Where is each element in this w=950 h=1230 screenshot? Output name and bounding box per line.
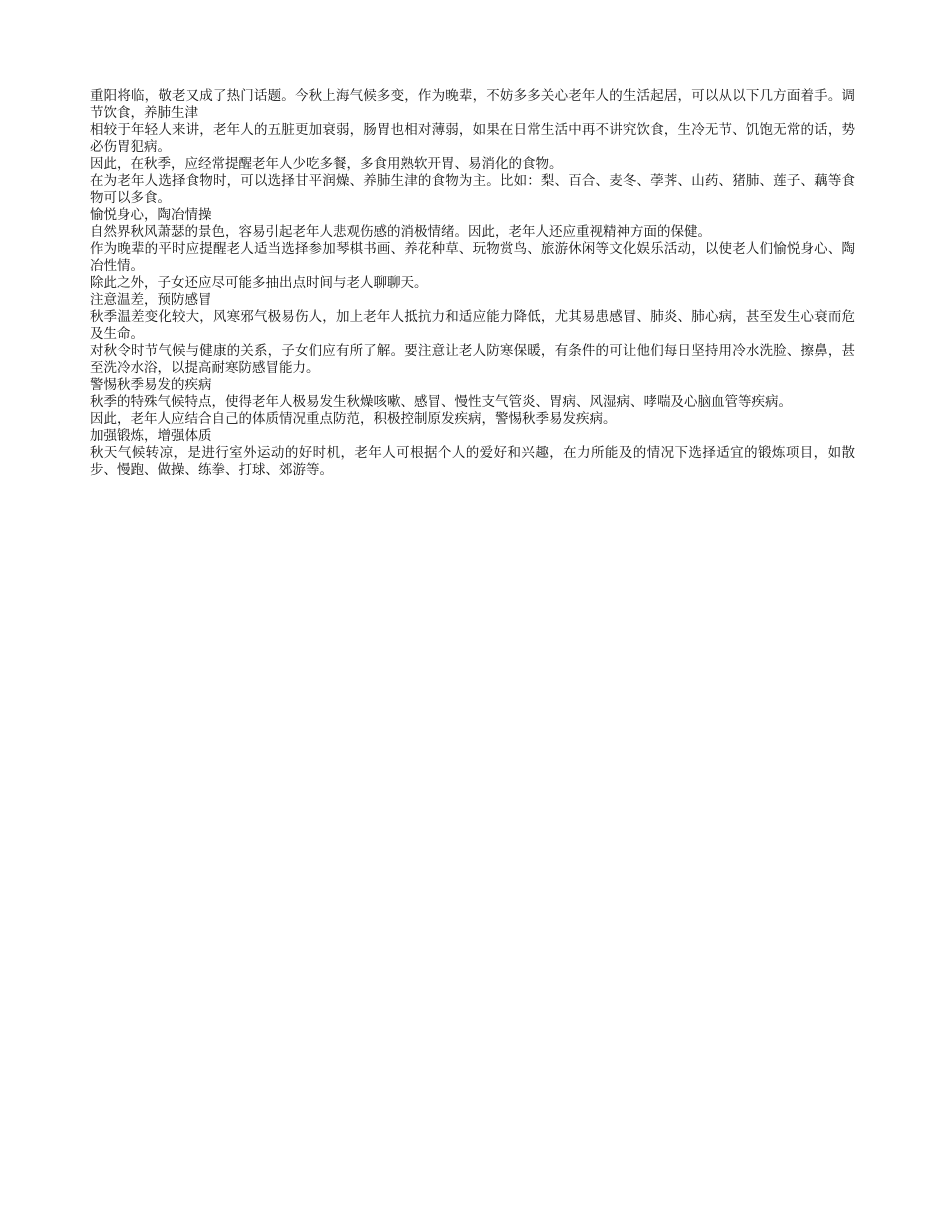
paragraph: 对秋令时节气候与健康的关系，子女们应有所了解。要注意让老人防寒保暖，有条件的可让他们每日坚持用冷水洗脸、擦鼻，甚至洗冷水浴，以提高耐寒防感冒能力。 xyxy=(90,343,855,376)
paragraph-intro: 重阳将临，敬老又成了热门话题。今秋上海气候多变，作为晚辈，不妨多多关心老年人的生活起居，可以从以下几方面着手。调节饮食，养肺生津 xyxy=(90,88,855,121)
paragraph: 相较于年轻人来讲，老年人的五脏更加衰弱，肠胃也相对薄弱，如果在日常生活中再不讲究饮食，生冷无节、饥饱无常的话，势必伤胃犯病。 xyxy=(90,122,855,155)
paragraph: 在为老年人选择食物时，可以选择甘平润燥、养肺生津的食物为主。比如：梨、百合、麦冬、荸荠、山药、猪肺、莲子、藕等食物可以多食。 xyxy=(90,173,855,206)
paragraph: 作为晚辈的平时应提醒老人适当选择参加琴棋书画、养花种草、玩物赏鸟、旅游休闲等文化娱乐活动，以使老人们愉悦身心、陶冶性情。 xyxy=(90,241,855,274)
paragraph: 因此，老年人应结合自己的体质情况重点防范，积极控制原发疾病，警惕秋季易发疾病。 xyxy=(90,411,617,427)
paragraph: 除此之外，子女还应尽可能多抽出点时间与老人聊聊天。 xyxy=(90,275,428,291)
document-body xyxy=(90,88,855,479)
paragraph: 自然界秋风萧瑟的景色，容易引起老年人悲观伤感的消极情绪。因此，老年人还应重视精神方面的保健。 xyxy=(90,224,711,240)
paragraph: 秋天气候转凉，是进行室外运动的好时机，老年人可根据个人的爱好和兴趣，在力所能及的情况下选择适宜的锻炼项目，如散步、慢跑、做操、练拳、打球、郊游等。 xyxy=(90,445,855,478)
section-heading: 加强锻炼，增强体质 xyxy=(90,428,212,444)
section-heading: 警惕秋季易发的疾病 xyxy=(90,377,212,393)
section-heading: 愉悦身心，陶冶情操 xyxy=(90,207,212,223)
section-heading: 注意温差，预防感冒 xyxy=(90,292,212,308)
paragraph: 秋季温差变化较大，风寒邪气极易伤人，加上老年人抵抗力和适应能力降低，尤其易患感冒、肺炎、肺心病，甚至发生心衰而危及生命。 xyxy=(90,309,855,342)
paragraph: 因此，在秋季，应经常提醒老年人少吃多餐，多食用熟软开胃、易消化的食物。 xyxy=(90,156,563,172)
paragraph: 秋季的特殊气候特点，使得老年人极易发生秋燥咳嗽、感冒、慢性支气管炎、胃病、风湿病、哮喘及心脑血管等疾病。 xyxy=(90,394,792,410)
